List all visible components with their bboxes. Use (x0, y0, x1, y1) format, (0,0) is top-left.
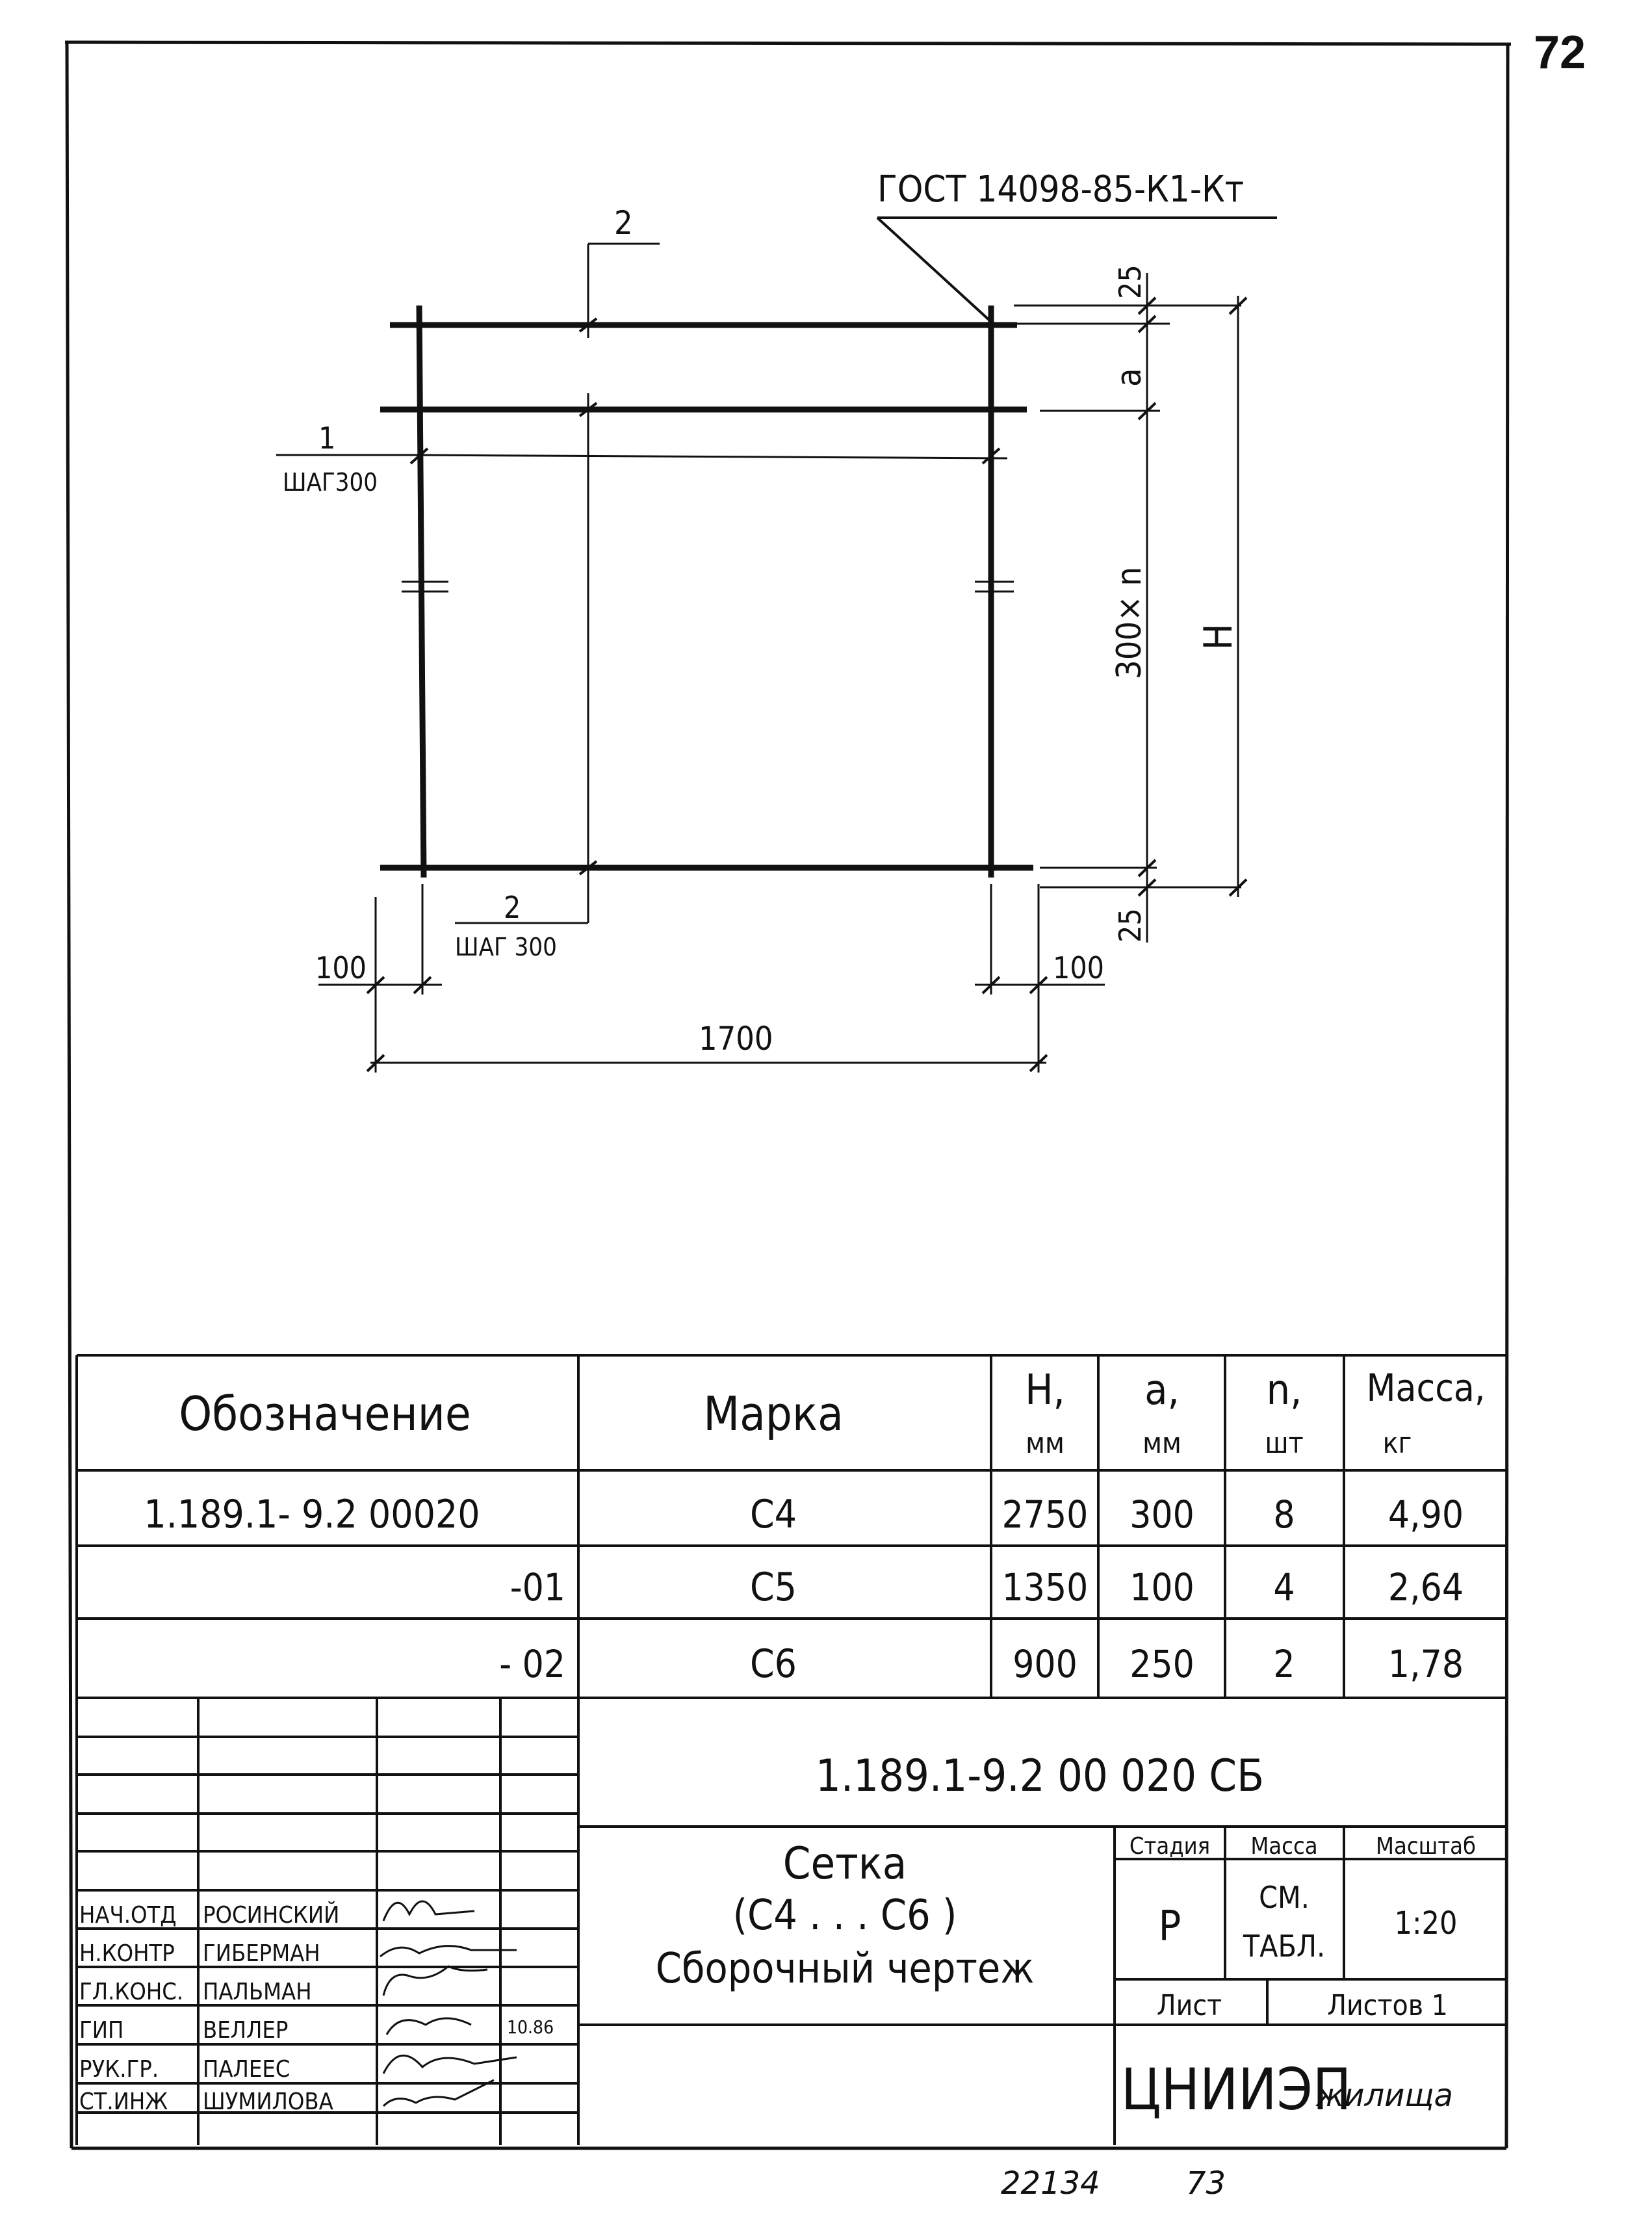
signature-row (79, 2016, 554, 2044)
dim-1700: 1700 (699, 1020, 773, 1058)
cell-mass: 2,64 (1387, 1565, 1464, 1609)
header-a-unit: мм (1142, 1427, 1181, 1460)
sheet-frame (65, 42, 1511, 2148)
dim-left-100: 100 (315, 950, 367, 985)
cell-designation: -01 (510, 1565, 565, 1609)
dim-300n: 300× n (1110, 567, 1149, 679)
dim-right-100: 100 (1053, 950, 1104, 985)
name: ПАЛЬМАН (203, 1979, 312, 2005)
title-block (77, 1698, 1508, 2145)
sheet-number: 73 (1186, 2165, 1226, 2202)
cell-mass: 4,90 (1387, 1492, 1464, 1537)
cell-a: 250 (1129, 1642, 1194, 1686)
cell-mark: С6 (749, 1641, 797, 1687)
signature-row (79, 1901, 474, 1929)
cell-n: 8 (1273, 1492, 1295, 1537)
mesh-drawing (276, 168, 1277, 1073)
signature-mark (383, 1901, 474, 1921)
header-h-unit: мм (1026, 1427, 1065, 1460)
sheets-label: Листов 1 (1327, 1989, 1448, 2022)
signature-mark (383, 2055, 517, 2074)
cell-designation: - 02 (499, 1642, 565, 1686)
inventory-number: 22134 (1001, 2165, 1100, 2202)
table-row (510, 1565, 1464, 1610)
signature-row (79, 1966, 487, 2005)
name: ГИБЕРМАН (203, 1940, 320, 1967)
cell-n: 4 (1273, 1565, 1295, 1609)
callout-1: 1 (318, 421, 336, 456)
stage-label: Стадия (1129, 1833, 1211, 1860)
spec-table (77, 1355, 1508, 2145)
table-row (499, 1641, 1464, 1687)
callout-1-step: ШАГ300 (283, 468, 378, 497)
role: Н.КОНТР (79, 1940, 175, 1967)
role: НАЧ.ОТД (79, 1902, 177, 1929)
mass-value-line-1: СМ. (1259, 1880, 1310, 1915)
name: РОСИНСКИЙ (203, 1902, 340, 1929)
cell-designation: 1.189.1- 9.2 00020 (144, 1492, 480, 1537)
stage-value: Р (1158, 1903, 1181, 1951)
header-n-unit: шт (1265, 1427, 1304, 1460)
page-number: 72 (1534, 27, 1586, 79)
signature-mark (380, 1946, 517, 1957)
name: ВЕЛЛЕР (203, 2017, 289, 2044)
signature-mark (383, 1966, 487, 1996)
callout-2-bottom-step: ШАГ 300 (455, 933, 557, 961)
mass-label: Масса (1250, 1833, 1318, 1860)
title-line-1: Сетка (782, 1838, 907, 1890)
name: ПАЛЕЕС (203, 2056, 290, 2083)
mass-value-line-2: ТАБЛ. (1243, 1929, 1326, 1964)
dim-bottom-25: 25 (1113, 908, 1148, 943)
role: ГЛ.КОНС. (79, 1979, 184, 2005)
signature-mark (387, 2018, 471, 2035)
scale-label: Масштаб (1376, 1833, 1476, 1860)
cell-n: 2 (1273, 1642, 1295, 1686)
callout-2-top: 2 (614, 204, 633, 242)
dim-top-25: 25 (1113, 265, 1148, 299)
cell-a: 100 (1129, 1565, 1194, 1609)
signature-row (79, 2055, 517, 2083)
header-n: n, (1266, 1366, 1302, 1414)
title-line-3: Сборочный чертеж (655, 1945, 1035, 1993)
sheet-label: Лист (1156, 1989, 1222, 2022)
cell-mark: С5 (749, 1565, 797, 1610)
header-designation: Обозначение (179, 1386, 471, 1441)
name: ШУМИЛОВА (203, 2088, 333, 2115)
header-a: a, (1144, 1366, 1180, 1414)
doc-code: 1.189.1-9.2 00 020 СБ (815, 1750, 1265, 1802)
scale-value: 1:20 (1394, 1905, 1458, 1942)
org-main: ЦНИИЭП (1121, 2056, 1352, 2123)
signature-row (79, 1940, 517, 1967)
title-line-2: (С4 . . . С6 ) (732, 1892, 957, 1940)
cell-h: 1350 (1001, 1565, 1089, 1609)
table-row (144, 1492, 1464, 1537)
cell-a: 300 (1129, 1492, 1194, 1537)
cell-mark: С4 (749, 1492, 797, 1537)
cell-h: 900 (1013, 1642, 1078, 1686)
signature-row (79, 2080, 494, 2115)
cell-mass: 1,78 (1387, 1642, 1464, 1686)
role: СТ.ИНЖ (79, 2088, 168, 2115)
dim-a: a (1110, 368, 1149, 387)
dim-H: H (1196, 623, 1241, 650)
gost-label: ГОСТ 14098-85-К1-Кт (877, 168, 1245, 211)
header-mass-unit: кг (1382, 1427, 1412, 1460)
callout-2-bottom: 2 (504, 890, 521, 925)
role: РУК.ГР. (79, 2056, 159, 2083)
org-sub: жилища (1316, 2077, 1453, 2114)
header-mark: Марка (703, 1386, 844, 1441)
header-h: H, (1025, 1366, 1065, 1414)
role: ГИП (79, 2017, 124, 2044)
header-mass: Масса, (1366, 1366, 1486, 1410)
cell-h: 2750 (1001, 1492, 1089, 1537)
signature-date: 10.86 (507, 2016, 554, 2038)
